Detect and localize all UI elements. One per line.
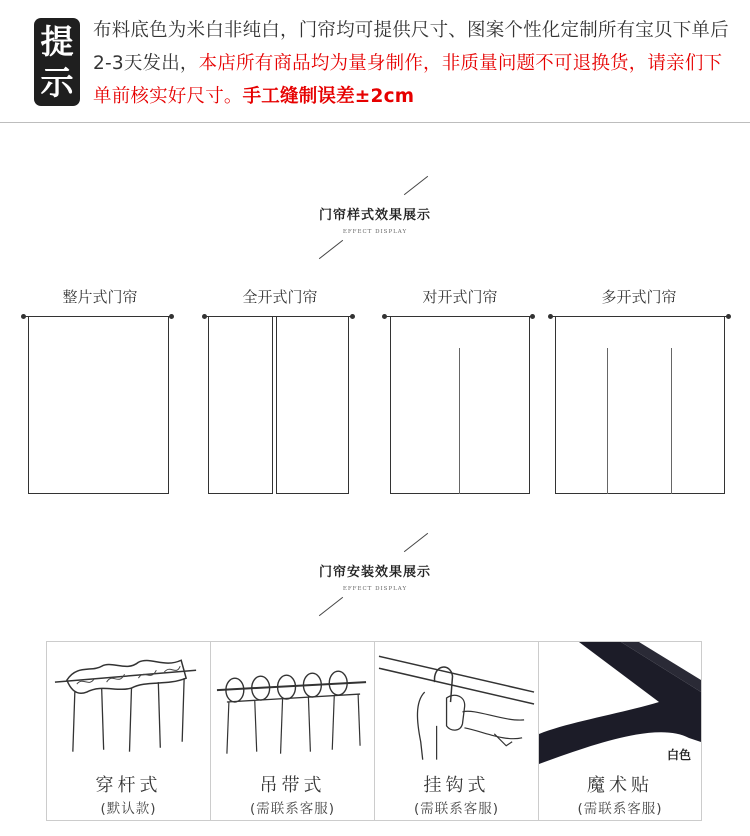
curtain-panel (555, 316, 725, 494)
notice-badge-char-2: 示 (40, 63, 74, 102)
curtain-seam (671, 348, 672, 494)
styles-section-subtitle: EFFECT DISPLAY (342, 229, 408, 235)
curtain-seam (607, 348, 608, 494)
notice-text-red-bold: 手工缝制误差±2cm (242, 86, 415, 107)
install-note: (需联系客服) (577, 801, 663, 817)
hook-icon (375, 642, 538, 764)
curtain-panel (276, 316, 349, 494)
notice-badge (34, 18, 80, 106)
divider (0, 122, 750, 123)
install-section-subtitle: EFFECT DISPLAY (342, 586, 408, 592)
install-note: (需联系客服) (249, 801, 336, 817)
tab-top-icon (211, 642, 374, 764)
velcro-color-tag: 白色 (667, 748, 692, 762)
install-item-velcro (539, 642, 701, 820)
styles-section-title: 门帘样式效果展示 (318, 208, 431, 223)
curtain-panel (208, 316, 273, 494)
install-note: (需联系客服) (413, 801, 500, 817)
notice-block (0, 0, 750, 122)
install-methods (46, 641, 702, 821)
install-item-tab-top (211, 642, 375, 820)
install-section-title: 门帘安装效果展示 (318, 565, 431, 580)
notice-badge-char-1: 提 (40, 22, 74, 61)
rod-pocket-icon (47, 642, 210, 764)
rod-end (530, 314, 535, 319)
decor-slash (319, 240, 343, 259)
notice-text-normal: 布料底色为米白非纯白，门帘均可提供尺寸、图案个性化定制所有宝贝下单后2-3天发出， (93, 20, 729, 74)
curtain-panel (28, 316, 169, 494)
install-name: 魔术贴 (587, 775, 653, 796)
curtain-panel (390, 316, 530, 494)
style-label-full-open: 全开式门帘 (242, 288, 318, 306)
install-name: 吊带式 (259, 775, 326, 796)
install-name: 穿杆式 (95, 775, 162, 796)
install-item-hook (375, 642, 539, 820)
notice-text (93, 14, 733, 113)
rod-end (169, 314, 174, 319)
decor-slash (319, 597, 343, 616)
rod-end (350, 314, 355, 319)
style-label-single: 整片式门帘 (62, 288, 138, 306)
install-note: (默认款) (100, 801, 157, 817)
style-label-multi-open: 多开式门帘 (601, 288, 677, 306)
style-label-double-open: 对开式门帘 (422, 288, 498, 306)
decor-slash (404, 176, 428, 195)
rod-end (726, 314, 731, 319)
decor-slash (404, 533, 428, 552)
curtain-seam (459, 348, 460, 494)
install-name: 挂钩式 (423, 775, 490, 796)
install-item-rod-pocket (47, 642, 211, 820)
notice-text-red: 本店所有商品均为量身制作，非质量问题不可退换货，请亲们下单前核实好尺寸。 (93, 53, 723, 107)
